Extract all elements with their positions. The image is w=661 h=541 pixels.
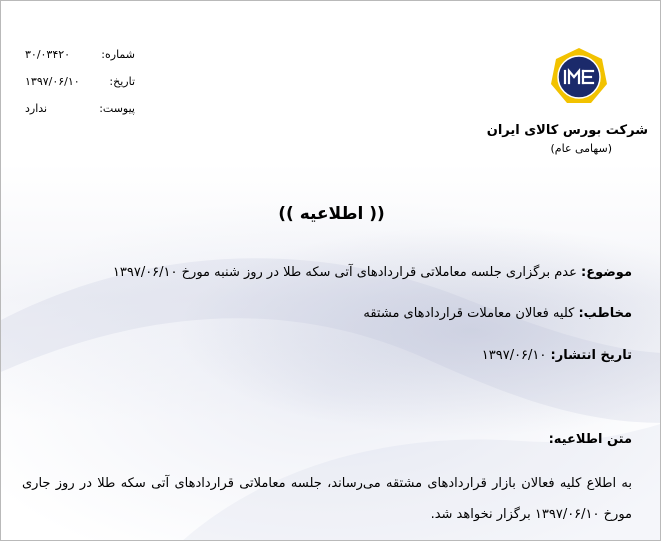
publish-date-text: ۱۳۹۷/۰۶/۱۰ (481, 348, 547, 363)
ime-logo (549, 46, 609, 106)
attachment-value: ندارد (25, 102, 48, 115)
announcement-title: (( اطلاعیه )) (278, 204, 385, 224)
date-value: ۱۳۹۷/۰۶/۱۰ (25, 75, 80, 88)
addressee-text: کلیه فعالان معاملات قراردادهای مشتقه (363, 306, 575, 321)
letter-meta (25, 41, 135, 122)
attachment-label: پیوست: (99, 102, 135, 115)
attachment-row (25, 95, 135, 122)
number-row (25, 41, 135, 68)
date-label: تاریخ: (109, 75, 135, 88)
subject-line (113, 265, 632, 280)
number-value: ۳۰/۰۳۴۲۰ (25, 48, 71, 61)
subject-label: موضوع: (581, 265, 632, 280)
company-subtitle: (سهامی عام) (550, 142, 612, 155)
subject-text: عدم برگزاری جلسه معاملاتی قراردادهای آتی سکه طلا در روز شنبه مورخ ۱۳۹۷/۰۶/۱۰ (112, 265, 577, 280)
body-heading-line (549, 432, 632, 447)
publish-date-line (482, 348, 632, 363)
addressee-label: مخاطب: (578, 306, 632, 321)
body-heading: متن اطلاعیه: (548, 432, 632, 447)
number-label: شماره: (101, 48, 135, 61)
publish-date-label: تاریخ انتشار: (550, 348, 632, 363)
date-row (25, 68, 135, 95)
body-text: به اطلاع کلیه فعالان بازار قراردادهای مشتقه می‌رساند، جلسه معاملاتی قراردادهای آتی سکه طلا در روز جاری مورخ ۱۳۹۷/۰۶/۱۰ برگزار نخواهد شد. (22, 476, 632, 522)
addressee-line (363, 306, 632, 321)
company-block (487, 123, 648, 155)
company-name: شرکت بورس کالای ایران (486, 123, 648, 138)
